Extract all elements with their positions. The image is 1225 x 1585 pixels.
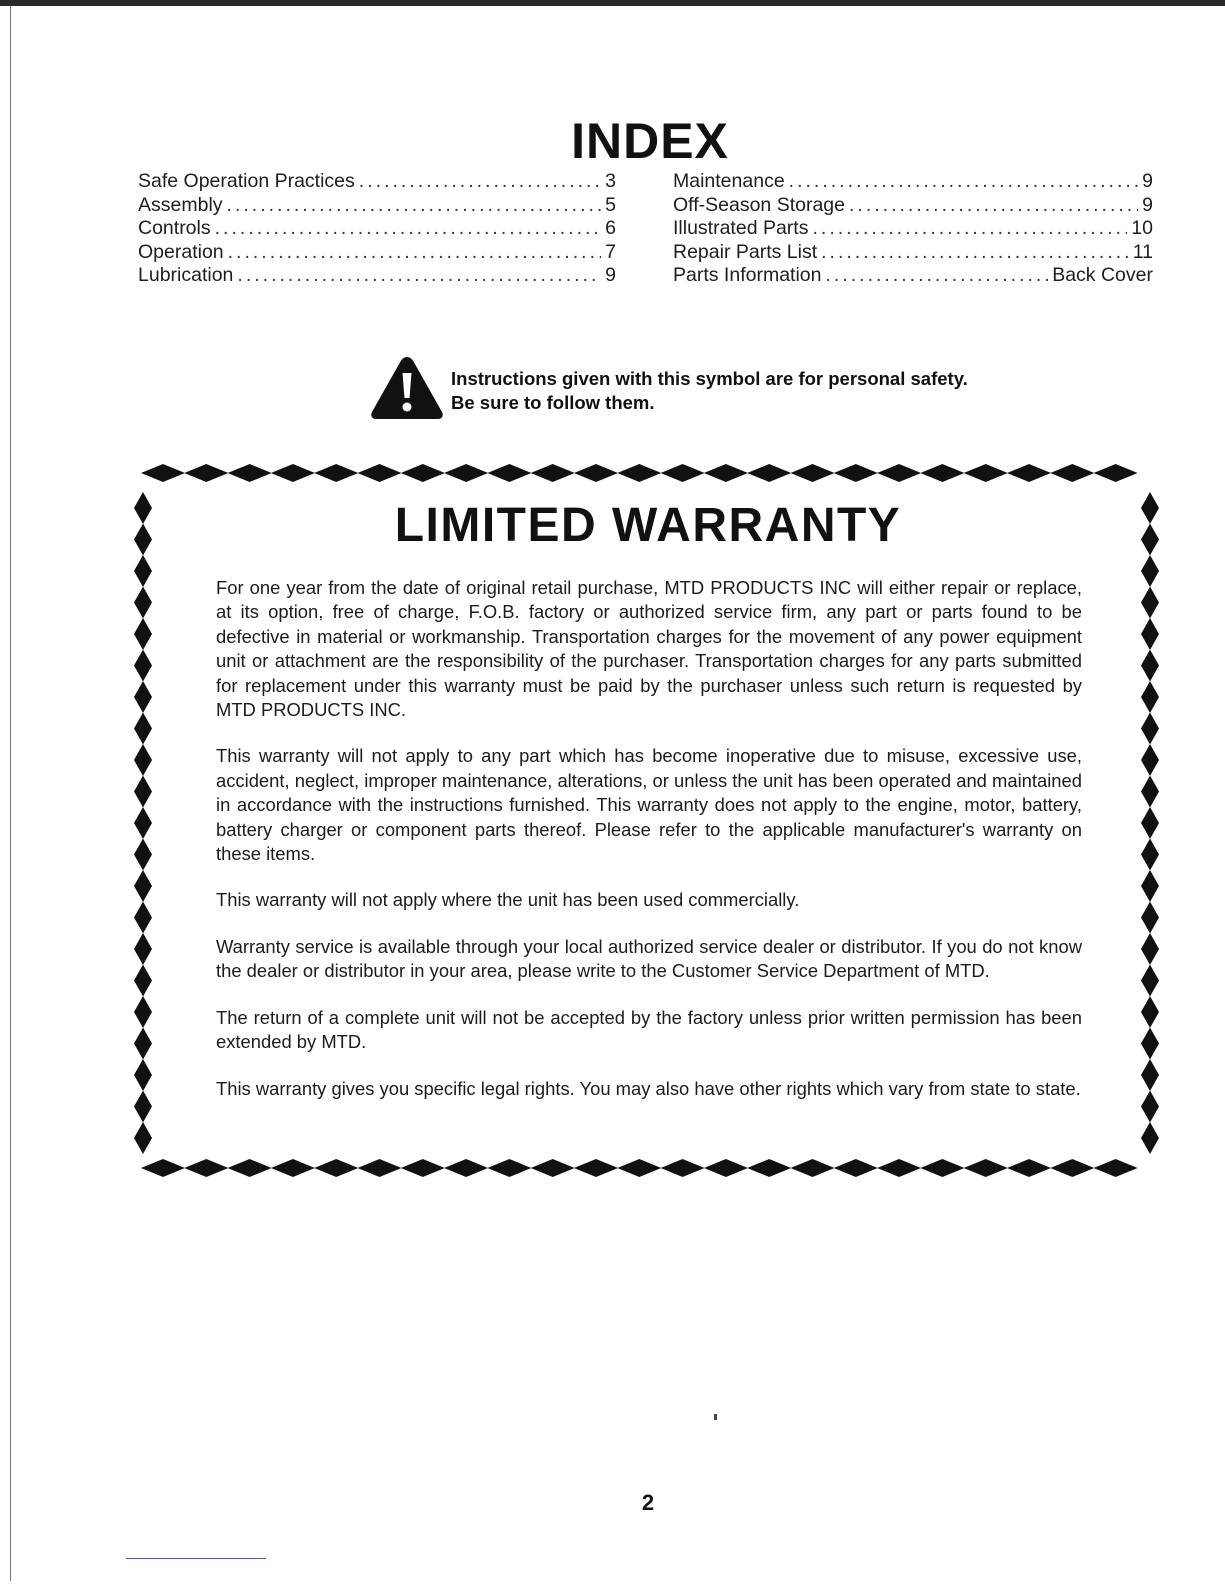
border-diamond — [134, 902, 152, 934]
index-entry-page: Back Cover — [1052, 264, 1153, 286]
border-diamond — [704, 1159, 748, 1177]
warranty-title: LIMITED WARRANTY — [394, 499, 902, 552]
border-diamond — [1141, 870, 1159, 902]
border-diamond — [1141, 650, 1159, 682]
border-diamond — [920, 464, 964, 482]
border-diamond — [617, 464, 661, 482]
border-diamond — [574, 1159, 618, 1177]
border-diamond — [134, 776, 152, 808]
border-diamond — [1141, 807, 1159, 839]
warranty-paragraph: For one year from the date of original retail purchase, MTD PRODUCTS INC will either repair or replace, at its option, free of charge, F.O.B. factory or authorized service firm, any part or parts found to be defective in material or workmanship. Transportation charges for the movement of any power equipment unit or attachment are the responsibility of the purchaser. Transportation charges for any parts submitted for replacement under this warranty must be paid by the purchaser unless such return is requested by MTD PRODUCTS INC. — [216, 577, 1082, 721]
border-diamond — [661, 464, 705, 482]
border-diamond — [228, 464, 272, 482]
border-diamond — [134, 839, 152, 871]
index-entry-page: 9 — [605, 264, 616, 286]
border-diamond — [1141, 587, 1159, 619]
border-diamond — [1141, 713, 1159, 745]
warranty-paragraph: This warranty will not apply where the unit has been used commercially. — [216, 889, 800, 911]
border-diamond — [134, 587, 152, 619]
border-diamond — [920, 1159, 964, 1177]
border-diamond — [1141, 1059, 1159, 1091]
border-diamond — [134, 713, 152, 745]
border-diamond — [487, 464, 531, 482]
border-diamond — [134, 965, 152, 997]
border-diamond — [444, 464, 488, 482]
border-diamond — [1141, 996, 1159, 1028]
border-diamond — [747, 1159, 791, 1177]
border-diamond — [271, 464, 315, 482]
border-diamond — [1141, 1028, 1159, 1060]
index-title: INDEX — [571, 113, 729, 169]
border-diamond — [134, 1028, 152, 1060]
border-diamond — [791, 464, 835, 482]
index-entry-page: 9 — [1142, 170, 1153, 192]
border-diamond — [1141, 618, 1159, 650]
index-entry-page: 9 — [1142, 193, 1153, 216]
border-diamond — [964, 1159, 1008, 1177]
border-diamond — [134, 933, 152, 965]
border-diamond — [877, 464, 921, 482]
index-entry-page: 3 — [605, 170, 616, 192]
border-diamond — [134, 681, 152, 713]
border-diamond — [228, 1159, 272, 1177]
index-entry-label: Illustrated Parts — [673, 217, 809, 239]
index-entry-label: Lubrication — [138, 264, 234, 286]
border-diamond — [444, 1159, 488, 1177]
border-diamond — [314, 464, 358, 482]
border-diamond — [1141, 555, 1159, 587]
warranty-paragraph: This warranty gives you specific legal rights. You may also have other rights which vary from state to state. — [216, 1077, 1081, 1099]
border-diamond — [134, 744, 152, 776]
scan-speck — [714, 1414, 717, 1420]
index-entry-page: 10 — [1131, 217, 1153, 239]
border-diamond — [704, 464, 748, 482]
index-entry-page: 6 — [605, 217, 616, 239]
safety-note-text: Instructions given with this symbol are for personal safety. Be sure to follow them. — [451, 368, 968, 413]
border-diamond — [791, 1159, 835, 1177]
border-diamond — [134, 807, 152, 839]
border-diamond — [1007, 1159, 1051, 1177]
border-diamond — [1141, 1091, 1159, 1123]
border-diamond — [1094, 464, 1138, 482]
index-entry-label: Maintenance — [673, 170, 785, 192]
border-diamond — [1141, 681, 1159, 713]
border-diamond — [747, 464, 791, 482]
border-diamond — [1050, 1159, 1094, 1177]
border-diamond — [184, 464, 228, 482]
border-diamond — [134, 1091, 152, 1123]
border-diamond — [134, 996, 152, 1028]
warranty-paragraph: Warranty service is available through your local authorized service dealer or distributor. If you do not know the dealer or distributor in your area, please write to the Customer Service Department of MTD. — [216, 935, 1082, 982]
index-entry-label: Operation — [138, 240, 224, 263]
border-diamond — [1141, 839, 1159, 871]
border-diamond — [1141, 902, 1159, 934]
border-diamond — [1141, 965, 1159, 997]
border-diamond — [531, 464, 575, 482]
border-diamond — [1050, 464, 1094, 482]
index-entry-label: Assembly — [138, 193, 223, 216]
border-diamond — [487, 1159, 531, 1177]
border-diamond — [1141, 933, 1159, 965]
index-entry-label: Off-Season Storage — [673, 193, 845, 216]
border-diamond — [134, 650, 152, 682]
index-entry-label: Repair Parts List — [673, 240, 818, 263]
border-diamond — [834, 1159, 878, 1177]
scan-edge-bottom — [126, 1558, 266, 1559]
warranty-paragraph: The return of a complete unit will not be accepted by the factory unless prior written permission has been extended by MTD. — [216, 1006, 1082, 1053]
border-diamond — [134, 870, 152, 902]
index-entry-label: Safe Operation Practices — [138, 170, 355, 192]
border-diamond — [141, 1159, 185, 1177]
border-diamond — [314, 1159, 358, 1177]
index-entry-page: 5 — [605, 193, 616, 216]
border-diamond — [134, 1059, 152, 1091]
index-entry-page: 7 — [605, 240, 616, 263]
border-diamond — [964, 464, 1008, 482]
border-diamond — [1141, 1122, 1159, 1154]
border-diamond — [834, 464, 878, 482]
index-entry-page: 11 — [1132, 240, 1153, 263]
border-diamond — [358, 464, 402, 482]
border-diamond — [358, 1159, 402, 1177]
index-entry-label: Controls — [138, 217, 211, 239]
border-diamond — [141, 464, 185, 482]
border-diamond — [617, 1159, 661, 1177]
border-diamond — [134, 555, 152, 587]
border-diamond — [574, 464, 618, 482]
border-diamond — [1141, 744, 1159, 776]
warranty-paragraph: This warranty will not apply to any part which has become inoperative due to misuse, excessive use, accident, neglect, improper maintenance, alterations, or unless the unit has been operated and maintained in accordance with the instructions furnished. This warranty does not apply to the engine, motor, battery, battery charger or component parts thereof. Please refer to the applicable manufacturer's warranty on these items. — [216, 745, 1082, 865]
border-diamond — [134, 1122, 152, 1154]
border-diamond — [1094, 1159, 1138, 1177]
border-diamond — [401, 464, 445, 482]
border-diamond — [134, 618, 152, 650]
border-diamond — [401, 1159, 445, 1177]
border-diamond — [184, 1159, 228, 1177]
border-diamond — [531, 1159, 575, 1177]
border-diamond — [1141, 776, 1159, 808]
index-entry-label: Parts Information — [673, 264, 822, 286]
border-diamond — [877, 1159, 921, 1177]
page-number: 2 — [641, 1490, 655, 1515]
border-diamond — [661, 1159, 705, 1177]
border-diamond — [271, 1159, 315, 1177]
border-diamond — [1007, 464, 1051, 482]
warranty-body — [216, 576, 1082, 1101]
